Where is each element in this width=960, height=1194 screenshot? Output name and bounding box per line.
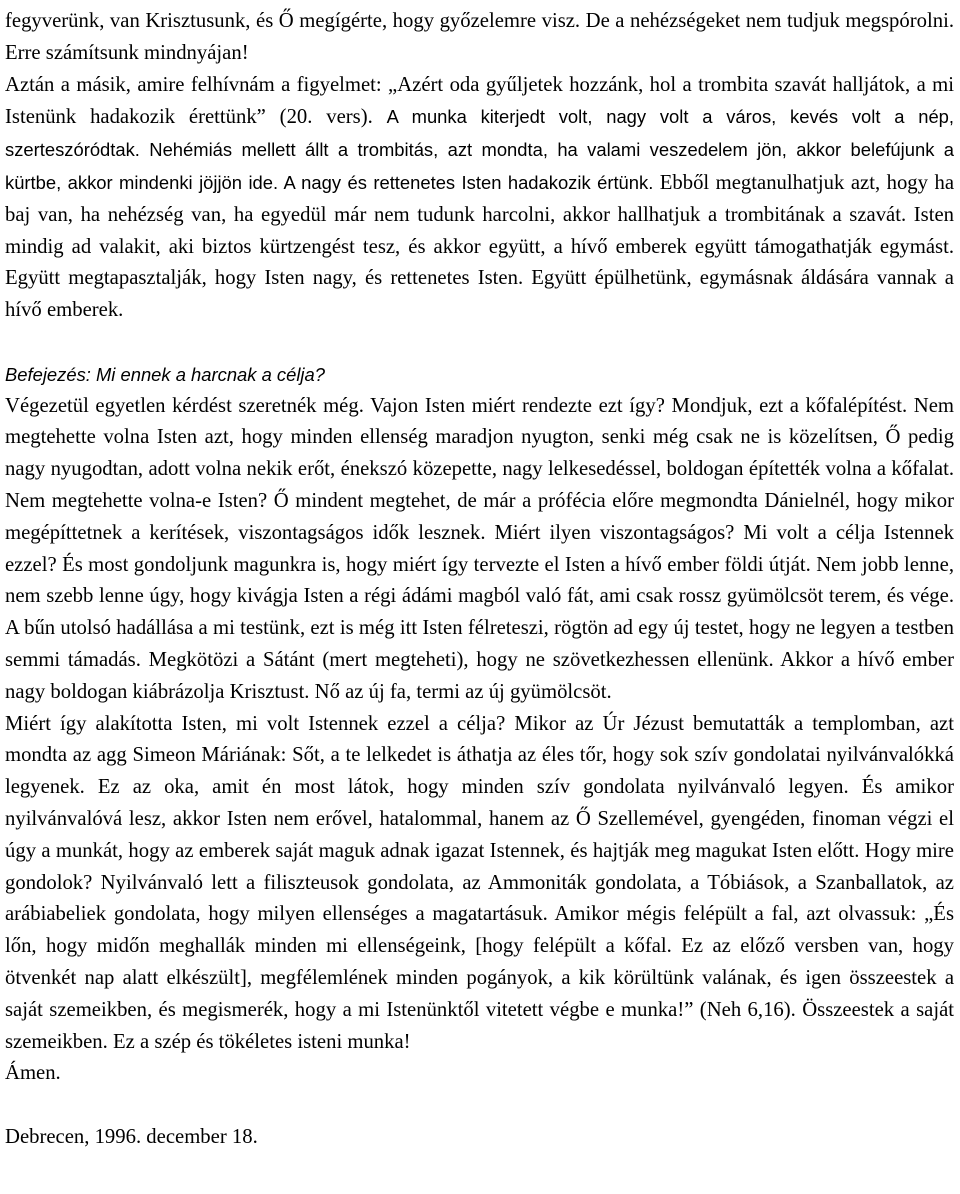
paragraph-2 — [5, 70, 954, 327]
signature-line: Debrecen, 1996. december 18. — [5, 1125, 258, 1148]
amen-line: Ámen. — [5, 1062, 61, 1085]
signature-gap — [5, 1090, 954, 1122]
paragraph-gap — [5, 327, 954, 359]
paragraph-3: Végezetül egyetlen kérdést szeretnék még. Vajon Isten miért rendezte ezt így? Mondjuk, ezt a kőfalépítést. Nem megtehette volna Isten azt, hogy minden ellenség maradjon nyugton, senki még csak ne is közelítsen, Ő pedig nagy nyugodtan, adott volna nekik erőt, énekszó közepette, nagy lelkesedéssel, boldogan építették volna a kőfalat. Nem megtehette volna-e Isten? Ő mindent megtehet, de már a prófécia előre megmondta Dánielnél, hogy mikor megépíttetnek a kerítések, viszontagságos idők lesznek. Miért ilyen viszontagságos? Mi volt a célja Istennek ezzel? És most gondoljunk magunkra is, hogy miért így tervezte el Isten a hívő ember földi útját. Nem jobb lenne, nem szebb lenne úgy, hogy kivágja Isten a régi ádámi magból való fát, ami csak rossz gyümölcsöt terem, és vége. A bűn utolsó hadállása a mi testünk, ezt is még itt Isten félreteszi, rögtön ad egy új testet, hogy ne legyen a testben semmi támadás. Megkötözi a Sátánt (mert megteheti), hogy ne szövetkezhessen ellenünk. Akkor a hívő ember nagy boldogan kiábrázolja Krisztust. Nő az új fa, termi az új gyümölcsöt. — [5, 394, 954, 703]
section-heading: Befejezés: Mi ennek a harcnak a célja? — [5, 363, 325, 385]
paragraph-2-segment-2: A munka kiterjedt volt, nagy volt a város, kevés volt a nép, szerteszóródtak. Nehémiás mellett állt a trombitás, azt mondta, ha valami veszedelem jön, akkor belefújunk a kürtbe, akkor mindenki jöjjön ide. A nagy és rettenetes Isten hadakozik értünk. — [5, 106, 955, 193]
paragraph-1 — [5, 6, 954, 70]
paragraph-2-segment-1: Aztán a másik, amire felhívnám a figyelmet: „Azért oda gyűljetek hozzánk, hol a trombita szavát halljátok, a mi Istenünk hadakozik érettünk” (20. vers). — [5, 73, 954, 129]
paragraph-2-segment-3: Ebből megtanulhatjuk azt, hogy ha baj van, ha nehézség van, ha egyedül már nem tudunk harcolni, akkor hallhatjuk a trombitának a szavát. Isten mindig ad valakit, aki biztos kürtzengést tesz, és akkor együtt, a hívő emberek együtt támogathatják egymást. Együtt megtapasztalják, hogy Isten nagy, és rettenetes Isten. Együtt épülhetünk, egymásnak áldására vannak a hívő emberek. — [5, 171, 954, 322]
paragraph-1-text: fegyverünk, van Krisztusunk, és Ő megígérte, hogy győzelemre visz. De a nehézségeket nem tudjuk megspórolni. Erre számítsunk mindnyájan! — [5, 10, 954, 64]
paragraph-4: Miért így alakította Isten, mi volt Istennek ezzel a célja? Mikor az Úr Jézust bemutatták a templomban, azt mondta az agg Simeon Máriának: Sőt, a te lelkedet is áthatja az éles tőr, hogy sok szív gondolatai nyilvánvalókká legyenek. Ez az oka, amit én most látok, hogy minden szív gondolata nyilvánvaló legyen. És amikor nyilvánvalóvá lesz, akkor Isten nem erővel, hatalommal, hanem az Ő Szellemével, gyengéden, finoman végzi el úgy a munkát, hogy az emberek saját maguk adnak igazat Istennek, és hajtják meg magukat Isten előtt. Hogy mire gondolok? Nyilvánvaló lett a filiszteusok gondolata, az Ammoniták gondolata, a Tóbiások, a Szanballatok, az arábiabeliek gondolata, hogy milyen ellenséges a magatartásuk. Amikor mégis felépült a fal, azt olvassuk: „És lőn, hogy midőn meghallák minden mi ellenségeink, [hogy felépült a kőfal. Ez az előző versben van, hogy ötvenkét nap alatt elkészült], megfélemlének minden pogányok, a kik körültünk valának, és igen összeestek a saját szemeikben, és megismerék, hogy a mi Istenünktől vitetett végbe e munka!” (Neh 6,16). Összeestek a saját szemeikben. Ez a szép és tökéletes isteni munka! — [5, 712, 954, 1053]
